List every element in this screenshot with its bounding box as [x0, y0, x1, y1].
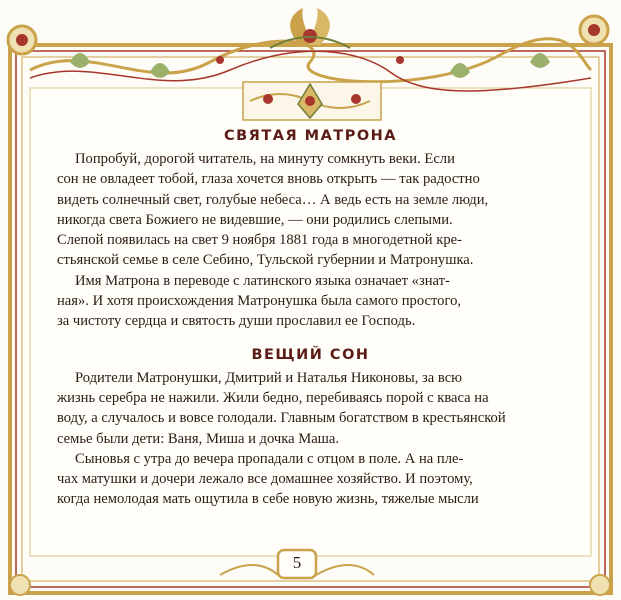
text-line: Слепой появилась на свет 9 ноября 1881 года в многодетной кре-: [57, 232, 462, 249]
text-line: Родители Матронушки, Дмитрий и Наталья Никоновы, за всю: [75, 369, 463, 386]
page-number: 5: [292, 553, 302, 572]
text-line: воду, а случалось и вовсе голодали. Главным богатством в крестьянской: [57, 410, 506, 427]
page-body: [57, 125, 564, 510]
section-heading-saint-matrona: СВЯТАЯ МАТРОНА: [223, 128, 398, 144]
text-line: за чистоту сердца и святость души прославил ее Господь.: [57, 313, 416, 330]
section-heading-prophetic-dream: ВЕЩИЙ СОН: [251, 346, 370, 363]
text-line: чах матушки и дочери лежало все домашнее хозяйство. И поэтому,: [57, 471, 473, 488]
bottom-left-corner-ornament: [10, 575, 30, 595]
top-left-flower-ornament: [8, 26, 36, 54]
text-line: жизнь серебра не нажили. Жили бедно, перебиваясь порой с кваса на: [57, 389, 489, 406]
text-line: Имя Матрона в переводе с латинского языка означает «знат-: [75, 272, 450, 289]
text-line: семье были дети: Ваня, Миша и дочка Маша.: [57, 430, 340, 447]
text-line: когда немолодая мать ощутила в себе новую жизнь, тяжелые мысли: [57, 491, 479, 508]
header-emblem-ornament: [243, 82, 381, 120]
text-line: видеть солнечный свет, голубые небеса… А ведь есть на земле люди,: [57, 191, 489, 208]
text-line: сон не овладеет тобой, глаза хочется вновь открыть — так радостно: [57, 171, 480, 188]
text-line: ная». И хотя происхождения Матронушка была самого простого,: [57, 293, 462, 310]
bottom-right-corner-ornament: [590, 575, 610, 595]
text-line: Сыновья с утра до вечера пропадали с отцом в поле. А на пле-: [75, 450, 464, 467]
top-right-flower-ornament: [580, 16, 608, 44]
text-line: стьянской семье в селе Себино, Тульской губернии и Матронушка.: [57, 252, 474, 269]
text-line: Попробуй, дорогой читатель, на минуту сомкнуть веки. Если: [75, 151, 455, 167]
text-line: никогда света Божиего не видевшие, — они родились слепыми.: [57, 211, 453, 228]
top-center-flower-ornament: [270, 8, 350, 48]
